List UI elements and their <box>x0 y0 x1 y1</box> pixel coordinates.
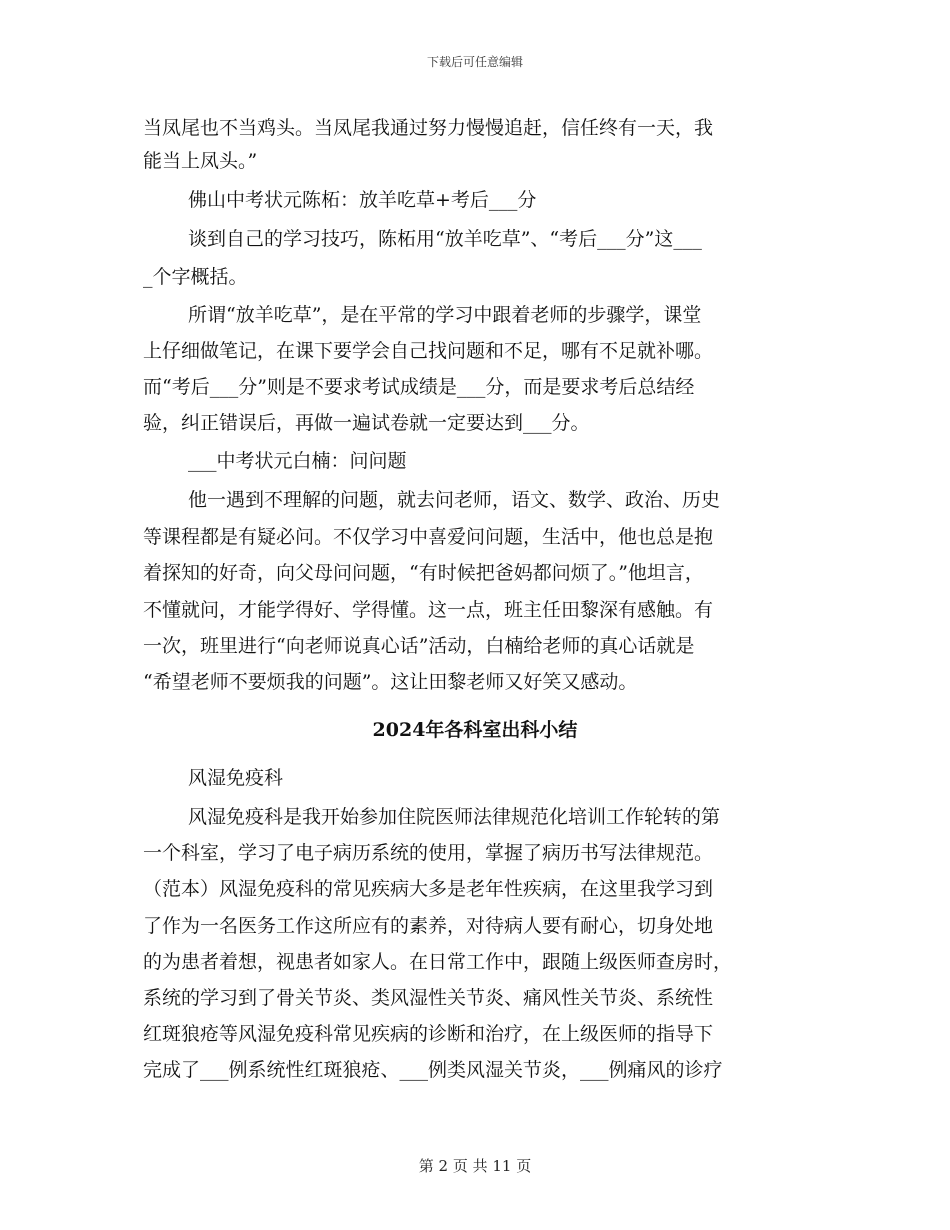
paragraph-line: 的为患者着想，视患者如家人。在日常工作中，跟随上级医师查房时， <box>143 951 733 973</box>
paragraph-line: 不懂就问，才能学得好、学得懂。这一点，班主任田黎深有感触。有 <box>143 599 714 621</box>
paragraph-line: 了作为一名医务工作这所应有的素养，对待病人要有耐心，切身处地 <box>143 915 714 937</box>
paragraph-line: 等课程都是有疑必问。不仅学习中喜爱问问题，生活中，他也总是抱 <box>143 526 714 548</box>
paragraph-line: 而“考后___分”则是不要求考试成绩是___分，而是要求考后总结经 <box>143 376 695 398</box>
paragraph-line: 完成了___例系统性红斑狼疮、___例类风湿关节炎，___例痛风的诊疗 <box>143 1059 723 1081</box>
subheading-chen: 佛山中考状元陈柘：放羊吃草+考后___分 <box>188 189 537 211</box>
paragraph-line: （范本）风湿免疫科的常见疾病大多是老年性疾病，在这里我学习到 <box>143 878 714 900</box>
subheading-department: 风湿免疫科 <box>188 767 284 789</box>
subheading-bai: ___中考状元白楠：问问题 <box>188 450 407 472</box>
paragraph-line: 他一遇到不理解的问题，就去问老师，语文、数学、政治、历史 <box>188 489 721 511</box>
paragraph-line: 上仔细做笔记，在课下要学会自己找问题和不足，哪有不足就补哪。 <box>143 340 714 362</box>
paragraph-line: 一次，班里进行“向老师说真心话”活动，白楠给老师的真心话就是 <box>143 635 695 657</box>
paragraph-line: 风湿免疫科是我开始参加住院医师法律规范化培训工作轮转的第 <box>188 806 721 828</box>
page-number: 第 2 页 共 11 页 <box>418 1157 532 1175</box>
paragraph-line: 系统的学习到了骨关节炎、类风湿性关节炎、痛风性关节炎、系统性 <box>143 987 714 1009</box>
paragraph-line: 一个科室，学习了电子病历系统的使用，掌握了病历书写法律规范。 <box>143 842 714 864</box>
page-header-note: 下载后可任意编辑 <box>426 55 523 69</box>
paragraph-line: 能当上凤头。” <box>143 150 258 172</box>
section-title: 2024年各科室出科小结 <box>372 719 578 741</box>
paragraph-line: 验，纠正错误后，再做一遍试卷就一定要达到___分。 <box>143 412 590 434</box>
paragraph-line: 当凤尾也不当鸡头。当凤尾我通过努力慢慢追赶，信任终有一天，我 <box>143 117 714 139</box>
paragraph-line: 所谓“放羊吃草”，是在平常的学习中跟着老师的步骤学，课堂 <box>188 304 702 326</box>
paragraph-line: 谈到自己的学习技巧，陈柘用“放羊吃草”、“考后___分”这___ <box>188 228 702 250</box>
paragraph-line: _个字概括。 <box>143 266 248 288</box>
paragraph-line: “希望老师不要烦我的问题”。这让田黎老师又好笑又感动。 <box>143 671 638 693</box>
paragraph-line: 红斑狼疮等风湿免疫科常见疾病的诊断和治疗，在上级医师的指导下 <box>143 1023 714 1045</box>
paragraph-line: 着探知的好奇，向父母问问题，“有时候把爸妈都问烦了。”他坦言， <box>143 562 704 584</box>
